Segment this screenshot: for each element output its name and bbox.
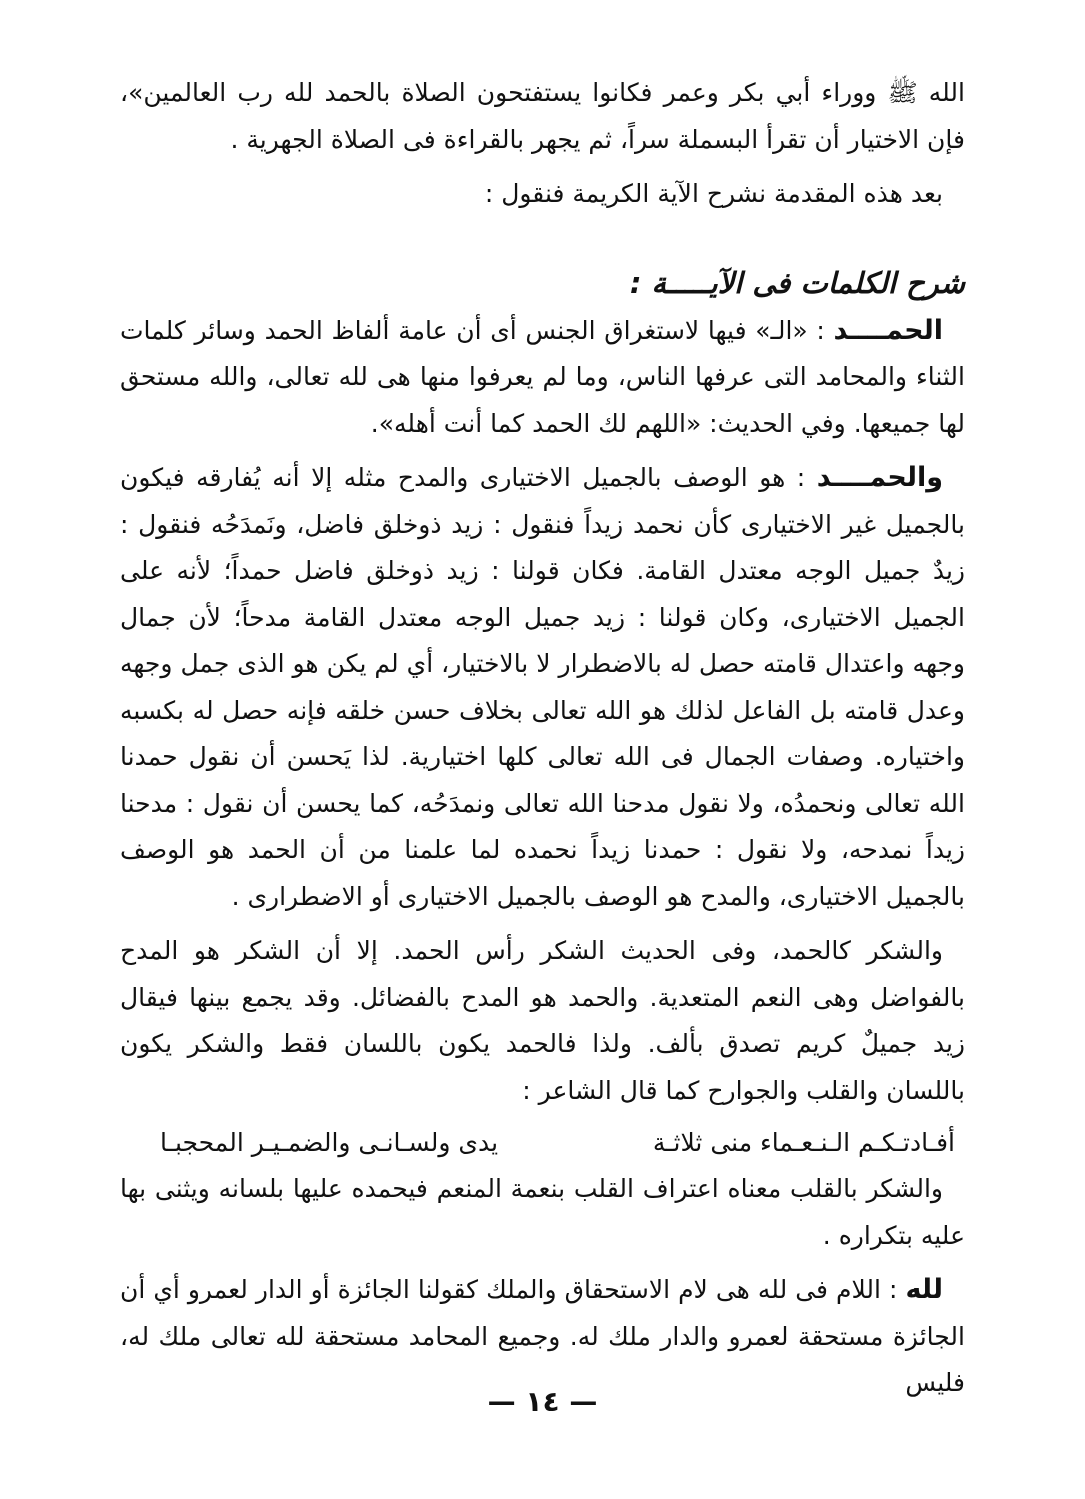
paragraph-shukr: والشكر كالحمد، وفى الحديث الشكر رأس الحمد. إلا أن الشكر هو المدح بالفواضل وهى النعم المتعدية. والحمد هو المدح بالفضائل. وقد يجمع بينها فيقال زيد جميلٌ كريم تصدق بألف. ولذا فالحمد يكون باللسان فقط والشكر يكون باللسان والقلب والجوارح كما قال الشاعر : <box>120 936 965 1105</box>
poem-first-hemistich: أفـادتـكـم الـنـعـماء منى ثلاثـة <box>652 1128 955 1157</box>
poem-verse <box>120 1120 965 1166</box>
term-walhamd: والحمــــد <box>816 462 943 493</box>
paragraph-lillah-text: : اللام فى لله هى لام الاستحقاق والملك كقولنا الجائزة أو الدار لعمرو أي أن الجائزة مستحقة لعمرو والدار ملك له. وجميع المحامد مستحقة لله تعالى ملك له، فليس <box>120 1275 965 1397</box>
paragraph-intro: الله ﷺ ووراء أبي بكر وعمر فكانوا يستفتحون الصلاة بالحمد لله رب العالمين»، فإن الاختيار أن تقرأ البسملة سراً، ثم يجهر بالقراءة فى الصلاة الجهرية . <box>120 78 965 154</box>
paragraph-shukr-heart: والشكر بالقلب معناه اعتراف القلب بنعمة المنعم فيحمده عليها بلسانه ويثنى بها عليه بتكراره . <box>120 1174 965 1250</box>
section-heading: شرح الكلمات فى الآيـــــة : <box>629 265 965 300</box>
paragraph-alhamd <box>120 308 965 448</box>
paragraph-walhamd <box>120 455 965 920</box>
page-body <box>120 70 965 1407</box>
paragraph-transition: بعد هذه المقدمة نشرح الآية الكريمة فنقول : <box>484 179 943 208</box>
page-number: — ١٤ — <box>487 1385 598 1418</box>
term-alhamd: الحمــــد <box>833 314 943 346</box>
paragraph-walhamd-text: : هو الوصف بالجميل الاختيارى والمدح مثله إلا أنه يُفارقه فيكون بالجميل غير الاختيارى كأن نحمد زيداً فنقول : زيد ذوخلق فاضل، ونَمدَحُه فنقول : زيدٌ جميل الوجه معتدل القامة. فكان قولنا : زيد ذوخلق فاضل حمداً؛ لأنه على الجميل الاختيارى، وكان قولنا : زيد جميل الوجه معتدل القامة مدحاً؛ لأن جمال وجهه واعتدال قامته حصل له بالاضطرار لا بالاختيار، أي لم يكن هو الذى جمل وجهه وعدل قامته بل الفاعل لذلك هو الله تعالى بخلاف حسن خلقه فإنه حصل له بكسبه واختياره. وصفات الجمال فى الله تعالى كلها اختيارية. لذا يَحسن أن نقول حمدنا الله تعالى ونحمدُه، ولا نقول مدحنا الله تعالى ونمدَحُه، كما يحسن أن نقول : مدحنا زيداً نمدحه، ولا نقول : حمدنا زيداً نحمده لما علمنا من أن الحمد هو الوصف بالجميل الاختيارى، والمدح هو الوصف بالجميل الاختيارى أو الاضطرارى . <box>120 463 965 911</box>
paragraph-alhamd-text: : «الـ» فيها لاستغراق الجنس أى أن عامة ألفاظ الحمد وسائر كلمات الثناء والمحامد التى عرفها الناس، وما لم يعرفوا منها هى لله تعالى، والله مستحق لها جميعها. وفي الحديث: «اللهم لك الحمد كما أنت أهله». <box>120 315 965 438</box>
term-lillah: لله <box>905 1274 943 1305</box>
poem-second-hemistich: يدى ولسـانـى والضمـيـر المحجبـا <box>160 1128 499 1157</box>
